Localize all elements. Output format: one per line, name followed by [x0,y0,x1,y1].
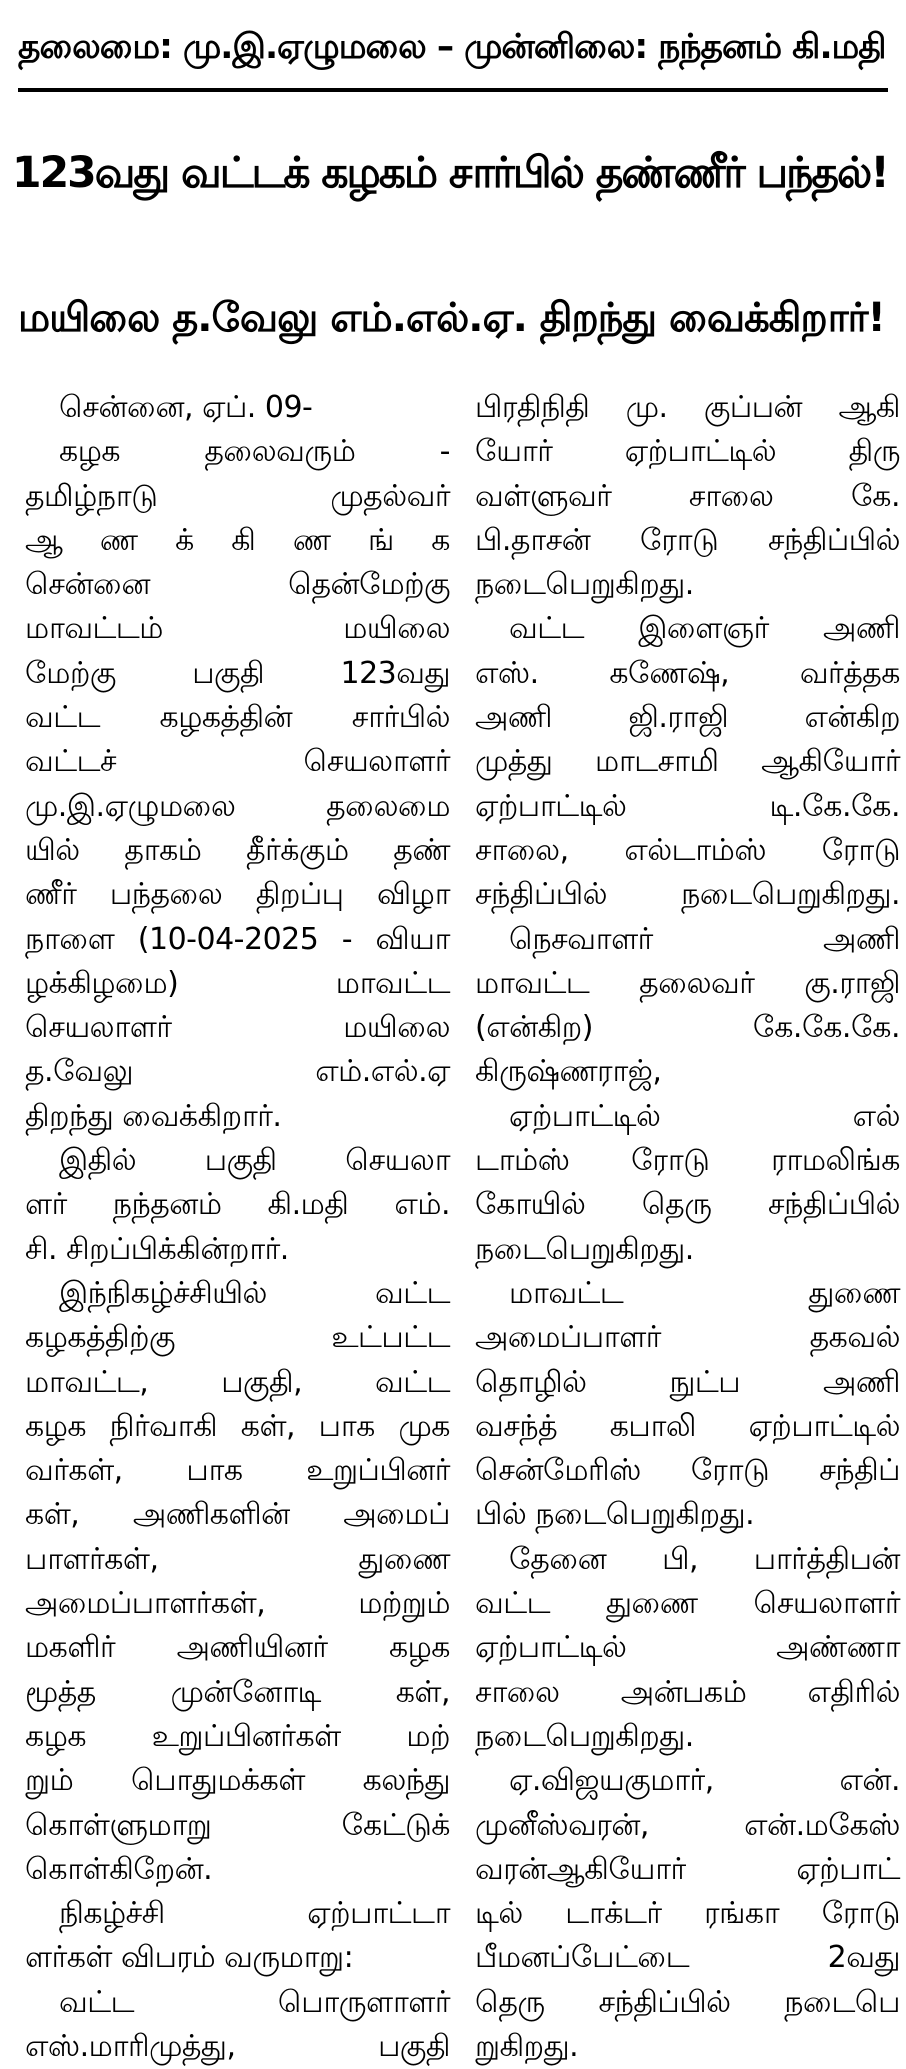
article-line: அமைப்பாளர் தகவல் [475,1320,900,1356]
article-line: சாலை, எல்டாம்ஸ் ரோடு [475,832,900,868]
article-line: பாளர்கள், துணை [25,1541,450,1577]
article-line: மகளிர் அணியினர் கழக [25,1630,450,1666]
article-line: வட்ட இளைஞர் அணி [509,611,900,647]
article-line: றும் பொதுமக்கள் கலந்து [25,1763,450,1799]
article-line: பி.தாசன் ரோடு சந்திப்பில் [475,522,900,558]
article-line: சந்திப்பில் நடைபெறுகிறது. [475,877,900,913]
article-line: ஆ ண க் கி ண ங் க [25,522,450,558]
article-line: ளர் நந்தனம் கி.மதி எம். [25,1187,450,1223]
article-line: வள்ளுவர் சாலை கே. [475,478,900,514]
article-line: பிரதிநிதி மு. குப்பன் ஆகி [475,390,900,425]
article-line: (என்கிற) கே.கே.கே. [475,1010,900,1046]
article-line: நடைபெறுகிறது. [475,567,694,603]
article-line: கழக உறுப்பினர்கள் மற் [25,1718,450,1754]
article-line: சாலை அன்பகம் எதிரில் [475,1674,900,1710]
article-line: அணி ஜி.ராஜி என்கிற [475,700,900,736]
article-line: ஏ.விஜயகுமார், என். [509,1763,900,1799]
article-line: யோர் ஏற்பாட்டில் திரு [475,434,900,470]
article-line: எஸ். கணேஷ், வர்த்தக [475,655,900,691]
article-line: இந்நிகழ்ச்சியில் வட்ட [59,1275,450,1311]
article-line: திறந்து வைக்கிறார். [25,1098,282,1134]
article-line: முனீஸ்வரன், என்.மகேஸ் [475,1807,900,1843]
article-line: மாவட்ட, பகுதி, வட்ட [25,1364,450,1400]
article-line: மாவட்டம் மயிலை [25,611,450,647]
article-line: வசந்த் கபாலி ஏற்பாட்டில் [475,1408,900,1444]
article-line: அமைப்பாளர்கள், மற்றும் [25,1586,450,1622]
article-line: கழகத்திற்கு உட்பட்ட [25,1320,450,1356]
article-line: மூத்த முன்னோடி கள், [25,1674,450,1710]
article-line: முத்து மாடசாமி ஆகியோர் [475,744,900,780]
article-line: வட்ட துணை செயலாளர் [475,1586,900,1622]
article-line: மு.இ.ஏழுமலை தலைமை [25,788,450,824]
article-line: ழக்கிழமை) மாவட்ட [25,965,450,1001]
article-line: சென்னை தென்மேற்கு [25,567,450,603]
article-line: வரன்ஆகியோர் ஏற்பாட் [475,1851,900,1887]
article-line: ஏற்பாட்டில் அண்ணா [475,1630,900,1666]
article-line: தமிழ்நாடு முதல்வர் [25,478,450,514]
left-article-column [25,386,450,2064]
article-line: வட்டச் செயலாளர் [25,744,450,780]
article-line: ஏற்பாட்டில் டி.கே.கே. [475,788,900,824]
article-line: தேனை பி, பார்த்திபன் [509,1541,900,1577]
article-line: தொழில் நுட்ப அணி [475,1364,900,1400]
article-line: கிருஷ்ணராஜ், [475,1054,662,1090]
article-line: கொள்கிறேன். [25,1851,213,1887]
article-line: நடைபெறுகிறது. [475,1231,694,1267]
article-line: பில் நடைபெறுகிறது. [475,1497,755,1533]
subheadline: மயிலை த.வேலு எம்.எல்.ஏ. திறந்து வைக்கிறார்! [18,295,885,341]
article-line: நெசவாளர் அணி [509,921,900,957]
article-line: டாம்ஸ் ரோடு ராமலிங்க [475,1143,900,1179]
article-line: ளர்கள் விபரம் வருமாறு: [25,1940,354,1976]
article-line: மாவட்ட தலைவர் கு.ராஜி [475,965,900,1001]
article-line: கள், அணிகளின் அமைப் [25,1497,450,1533]
article-line: டில் டாக்டர் ரங்கா ரோடு [475,1896,900,1932]
article-line: எஸ்.மாரிமுத்து, பகுதி [25,2028,450,2064]
article-line: தெரு சந்திப்பில் நடைபெ [475,1984,900,2020]
article-line: வட்ட கழகத்தின் சார்பில் [25,700,450,736]
article-line: ஏற்பாட்டில் எல் [509,1098,900,1134]
article-line: இதில் பகுதி செயலா [59,1143,450,1179]
presided-by-line: தலைமை: மு.இ.ஏழுமலை – முன்னிலை: நந்தனம் கி.மதி [18,6,888,92]
article-line: நாளை (10-04-2025 - வியா [25,921,450,957]
article-line: ணீர் பந்தலை திறப்பு விழா [25,877,450,913]
article-line: மாவட்ட துணை [509,1275,900,1311]
right-article-column [475,386,900,2064]
article-line: வர்கள், பாக உறுப்பினர் [25,1453,450,1489]
article-line: த.வேலு எம்.எல்.ஏ [25,1054,450,1090]
headline: 123வது வட்டக் கழகம் சார்பில் தண்ணீர் பந்தல்! [12,149,888,198]
article-line: சி. சிறப்பிக்கின்றார். [25,1231,289,1267]
article-line: சென்மேரிஸ் ரோடு சந்திப் [475,1453,900,1489]
article-line: வட்ட பொருளாளர் [59,1984,450,2020]
article-line: கழக நிர்வாகி கள், பாக முக [25,1408,450,1444]
article-line: யில் தாகம் தீர்க்கும் தண் [25,832,450,868]
article-line: சென்னை, ஏப். 09- [59,390,313,425]
article-line: பீமனப்பேட்டை 2வது [475,1940,900,1976]
article-line: நிகழ்ச்சி ஏற்பாட்டா [59,1896,450,1932]
article-line: றுகிறது. [475,2028,579,2064]
article-line: கோயில் தெரு சந்திப்பில் [475,1187,900,1223]
article-line: மேற்கு பகுதி 123வது [25,655,450,691]
article-line: கொள்ளுமாறு கேட்டுக் [25,1807,450,1843]
article-line: செயலாளர் மயிலை [25,1010,450,1046]
article-line: கழக தலைவரும் - [59,434,450,470]
article-line: நடைபெறுகிறது. [475,1718,694,1754]
